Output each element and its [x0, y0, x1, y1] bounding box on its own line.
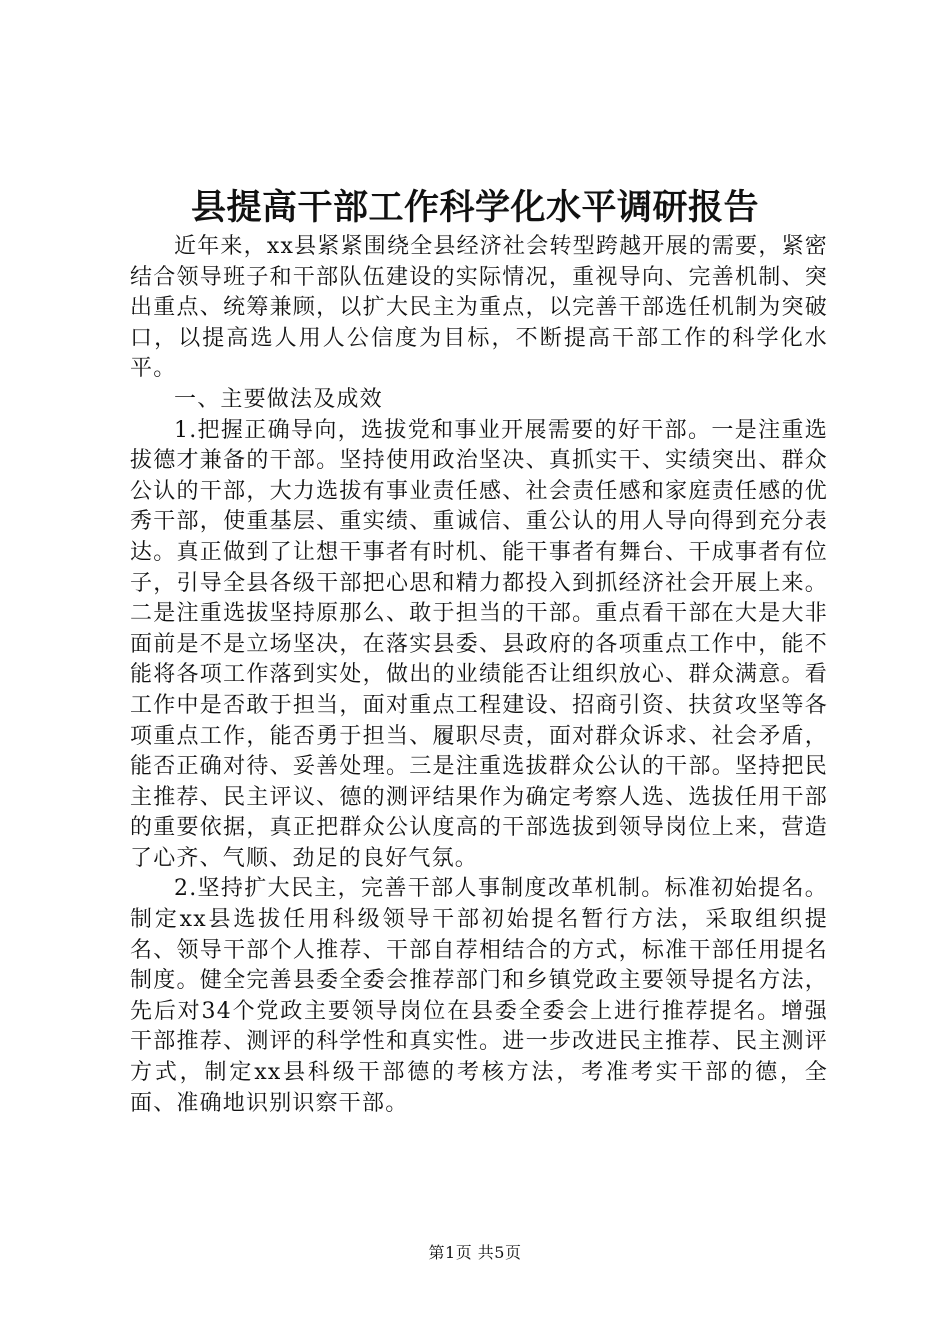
page-number-footer: 第1页 共5页 [428, 1243, 522, 1262]
intro-paragraph: 近年来，xx县紧紧围绕全县经济社会转型跨越开展的需要，紧密结合领导班子和干部队伍建设的实际情况，重视导向、完善机制、突出重点、统筹兼顾，以扩大民主为重点，以完善干部选任机制为突破口，以提高选人用人公信度为目标，不断提高干部工作的科学化水平。 [130, 234, 828, 382]
document-body [130, 232, 828, 1119]
document-title: 县提高干部工作科学化水平调研报告 [190, 187, 759, 228]
body-paragraph-2: 2.坚持扩大民主，完善干部人事制度改革机制。标准初始提名。制定xx县选拔任用科级领导干部初始提名暂行方法，采取组织提名、领导干部个人推荐、干部自荐相结合的方式，标准干部任用提名制度。健全完善县委全委会推荐部门和乡镇党政主要领导提名方法，先后对34个党政主要领导岗位在县委全委会上进行推荐提名。增强干部推荐、测评的科学性和真实性。进一步改进民主推荐、民主测评方式，制定xx县科级干部德的考核方法，考准考实干部的德，全面、准确地识别识察干部。 [130, 876, 828, 1116]
section-heading: 一、主要做法及成效 [174, 386, 383, 412]
body-paragraph-1: 1.把握正确导向，选拔党和事业开展需要的好干部。一是注重选拔德才兼备的干部。坚持使用政治坚决、真抓实干、实绩突出、群众公认的干部，大力选拔有事业责任感、社会责任感和家庭责任感的优秀干部，使重基层、重实绩、重诚信、重公认的用人导向得到充分表达。真正做到了让想干事者有时机、能干事者有舞台、干成事者有位子，引导全县各级干部把心思和精力都投入到抓经济社会开展上来。二是注重选拔坚持原那么、敢于担当的干部。重点看干部在大是大非面前是不是立场坚决，在落实县委、县政府的各项重点工作中，能不能将各项工作落到实处，做出的业绩能否让组织放心、群众满意。看工作中是否敢于担当，面对重点工程建设、招商引资、扶贫攻坚等各项重点工作，能否勇于担当、履职尽责，面对群众诉求、社会矛盾，能否正确对待、妥善处理。三是注重选拔群众公认的干部。坚持把民主推荐、民主评议、德的测评结果作为确定考察人选、选拔任用干部的重要依据，真正把群众公认度高的干部选拔到领导岗位上来，营造了心齐、气顺、劲足的良好气氛。 [130, 417, 828, 871]
